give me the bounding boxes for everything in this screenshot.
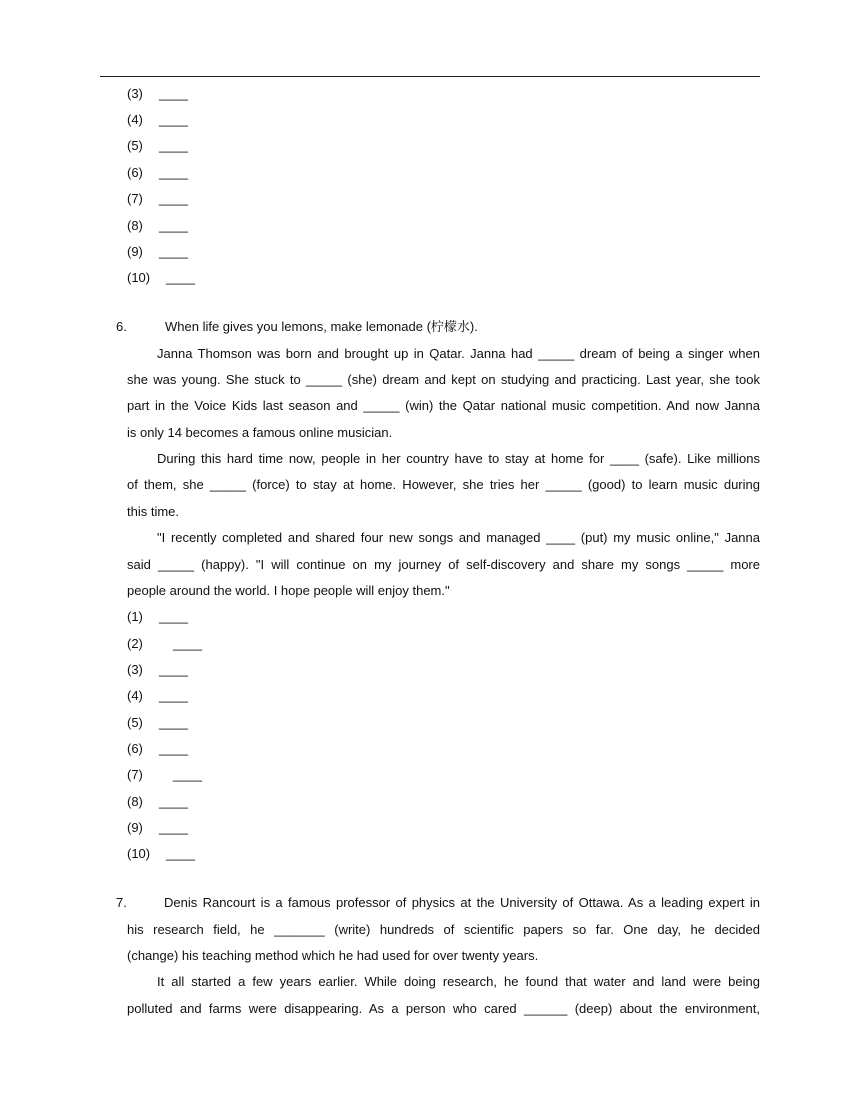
- answer-blank[interactable]: ____: [159, 138, 188, 153]
- answer-number: (5): [127, 138, 143, 153]
- answer-blank[interactable]: ____: [159, 218, 188, 233]
- answer-blank[interactable]: ____: [159, 609, 188, 624]
- answer-blank[interactable]: ____: [159, 244, 188, 259]
- answer-blank[interactable]: ____: [159, 662, 188, 677]
- answer-number: (10): [127, 270, 151, 285]
- answer-number: (9): [127, 244, 143, 259]
- answer-line: [127, 164, 188, 182]
- paragraph-line: "I recently completed and shared four new songs and managed ____ (put) my music online," Janna: [157, 530, 760, 545]
- answer-number: (8): [127, 794, 143, 809]
- paragraph-line: During this hard time now, people in her country have to stay at home for ____ (safe). Like millions: [157, 451, 760, 466]
- answer-blank[interactable]: ____: [173, 636, 202, 651]
- paragraph-line: is only 14 becomes a famous online musician.: [127, 425, 393, 440]
- header-rule: [100, 76, 760, 77]
- answer-line: [127, 111, 188, 129]
- answer-blank[interactable]: ____: [159, 191, 188, 206]
- paragraph-line: this time.: [127, 504, 180, 519]
- answer-number: (3): [127, 662, 143, 677]
- paragraph-line: polluted and farms were disappearing. As a person who cared ______ (deep) about the environment,: [127, 1001, 760, 1016]
- paragraph-line: people around the world. I hope people will enjoy them.": [127, 583, 450, 598]
- paragraph-line: (change) his teaching method which he had used for over twenty years.: [127, 948, 539, 963]
- paragraph-line: she was young. She stuck to _____ (she) dream and kept on studying and practicing. Last year, she took: [127, 372, 760, 387]
- answer-line: [127, 819, 188, 837]
- answer-blank[interactable]: ____: [159, 112, 188, 127]
- answer-number: (3): [127, 86, 143, 101]
- answer-number: (8): [127, 218, 143, 233]
- answer-blank[interactable]: ____: [159, 741, 188, 756]
- answer-line: [127, 85, 188, 103]
- paragraph-line: of them, she _____ (force) to stay at home. However, she tries her _____ (good) to learn music during: [127, 477, 760, 492]
- answer-line: [127, 766, 202, 784]
- question-title: When life gives you lemons, make lemonade (柠檬水).: [165, 319, 478, 334]
- answer-number: (6): [127, 165, 143, 180]
- paragraph-line: It all started a few years earlier. While doing research, he found that water and land were being: [157, 974, 760, 989]
- answer-blank[interactable]: ____: [159, 715, 188, 730]
- paragraph-line: Denis Rancourt is a famous professor of physics at the University of Ottawa. As a leading expert in: [164, 895, 760, 910]
- answer-blank[interactable]: ____: [159, 794, 188, 809]
- answer-number: (5): [127, 715, 143, 730]
- paragraph-line: part in the Voice Kids last season and _____ (win) the Qatar national music competition. And now Janna: [127, 398, 760, 413]
- answer-line: [127, 793, 188, 811]
- answer-number: (6): [127, 741, 143, 756]
- answer-line: [127, 269, 195, 287]
- answer-number: (1): [127, 609, 143, 624]
- answer-line: [127, 845, 195, 863]
- answer-line: [127, 740, 188, 758]
- question-number: 6.: [116, 319, 127, 334]
- answer-number: (4): [127, 688, 143, 703]
- answer-number: (10): [127, 846, 151, 861]
- answer-line: [127, 217, 188, 235]
- answer-blank[interactable]: ____: [159, 165, 188, 180]
- answer-line: [127, 687, 188, 705]
- answer-number: (4): [127, 112, 143, 127]
- answer-blank[interactable]: ____: [173, 767, 202, 782]
- question-number: 7.: [116, 895, 127, 910]
- answer-line: [127, 661, 188, 679]
- answer-number: (9): [127, 820, 143, 835]
- paragraph-line: said _____ (happy). "I will continue on my journey of self-discovery and share my songs _____ more: [127, 557, 760, 572]
- answer-blank[interactable]: ____: [159, 688, 188, 703]
- answer-blank[interactable]: ____: [166, 270, 195, 285]
- answer-line: [127, 243, 188, 261]
- answer-blank[interactable]: ____: [166, 846, 195, 861]
- paragraph-line: his research field, he _______ (write) hundreds of scientific papers so far. One day, he decided: [127, 922, 760, 937]
- answer-number: (7): [127, 191, 143, 206]
- answer-line: [127, 190, 188, 208]
- answer-number: (2): [127, 636, 143, 651]
- answer-line: [127, 608, 188, 626]
- answer-blank[interactable]: ____: [159, 820, 188, 835]
- answer-line: [127, 714, 188, 732]
- answer-blank[interactable]: ____: [159, 86, 188, 101]
- answer-number: (7): [127, 767, 143, 782]
- answer-line: [127, 137, 188, 155]
- paragraph-line: Janna Thomson was born and brought up in Qatar. Janna had _____ dream of being a singer when: [157, 346, 760, 361]
- answer-line: [127, 635, 202, 653]
